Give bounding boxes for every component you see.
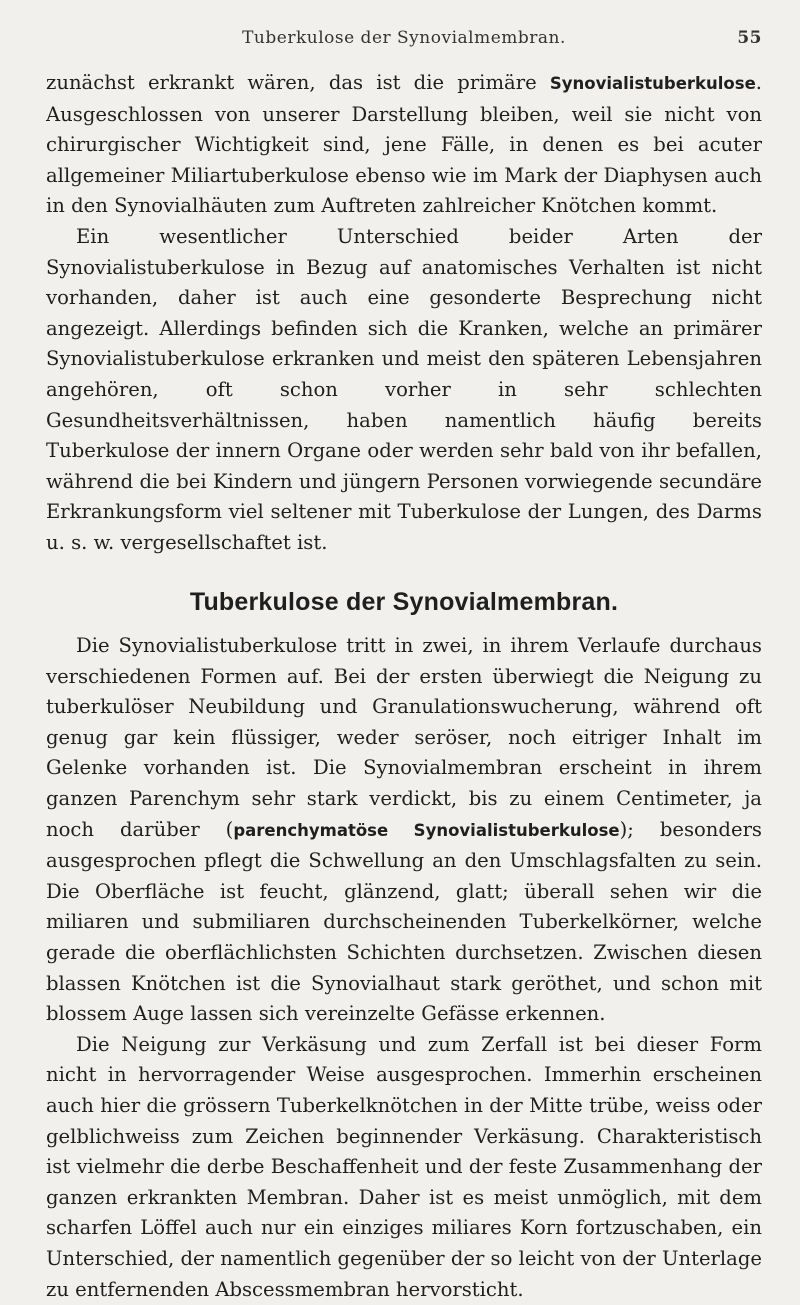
paragraph-3: [46, 631, 762, 1030]
term-parenchymatous-synovialis-tuberculosis: parenchymatöse Synovialistuberkulose: [233, 820, 620, 840]
paragraph-2: Ein wesentlicher Unterschied beider Arten der Synovialistuberkulose in Bezug auf anatomisches Verhalten ist nicht vorhanden, daher ist auch eine gesonderte Besprechung nicht angezeigt. Allerdings befinden sich die Kranken, welche an primärer Synovialistuberkulose erkranken und meist den späteren Lebensjahren angehören, oft schon vorher in sehr schlechten Gesundheitsverhältnissen, haben namentlich häufig bereits Tuberkulose der innern Organe oder werden sehr bald von ihr befallen, während die bei Kindern und jüngern Personen vorwiegende secundäre Erkrankungsform viel seltener mit Tuberkulose der Lungen, des Darms u. s. w. vergesellschaftet ist.: [46, 224, 762, 554]
page-body: [46, 68, 762, 1305]
page-number: 55: [737, 28, 762, 48]
book-page: [46, 28, 762, 1305]
section-heading: Tuberkulose der Synovialmembran.: [189, 587, 619, 616]
term-primary-synovialis-tuberculosis: Synovialistuberkulose: [549, 74, 756, 93]
paragraph-4: Die Neigung zur Verkäsung und zum Zerfall ist bei dieser Form nicht in hervorragender Weise ausgesprochen. Immerhin erscheinen auch hier die grössern Tuberkelknötchen in der Mitte trübe, weiss oder gelblichweiss zum Zeichen beginnender Verkäsung. Charakteristisch ist vielmehr die derbe Beschaffenheit und der feste Zusammenhang der ganzen erkrankten Membran. Daher ist es meist unmöglich, mit dem scharfen Löffel auch nur ein einziges miliares Korn fortzuschaben, ein Unterschied, der namentlich gegenüber der so leicht von der Unterlage zu entfernenden Abscessmembran hervorsticht.: [46, 1032, 762, 1301]
paragraph-3-text-c: ); besonders ausgesprochen pflegt die Schwellung an den Umschlagsfalten zu sein. Die Oberfläche ist feucht, glänzend, glatt; überall sehen wir die miliaren und submiliaren durchscheinenden Tuberkelkörner, welche gerade die oberflächlichsten Schichten durchsetzen. Zwischen diesen blassen Knötchen ist die Synovialhaut stark geröthet, und schon mit blossem Auge lassen sich vereinzelte Gefässe erkennen.: [46, 817, 762, 1026]
paragraph-1-text-c: . Ausgeschlossen von unserer Darstellung bleiben, weil sie nicht von chirurgischer Wichtigkeit sind, jene Fälle, in denen es bei acuter allgemeiner Miliartuberkulose ebenso wie im Mark der Diaphysen auch in den Synovialhäuten zum Auftreten zahlreicher Knötchen kommt.: [46, 71, 762, 218]
paragraph-1-text-a: zunächst erkrankt wären, das ist die primäre: [46, 71, 550, 94]
running-header: [46, 28, 762, 58]
running-title: Tuberkulose der Synovialmembran.: [242, 28, 566, 48]
paragraph-1: [46, 68, 762, 222]
paragraph-3-text-a: Die Synovialistuberkulose tritt in zwei, in ihrem Verlaufe durchaus verschiedenen Formen auf. Bei der ersten überwiegt die Neigung zu tuberkulöser Neubildung und Granulationswucherung, während oft genug gar kein flüssiger, weder seröser, noch eitriger Inhalt im Gelenke vorhanden ist. Die Synovialmembran erscheint in ihrem ganzen Parenchym sehr stark verdickt, bis zu einem Centimeter, ja noch darüber (: [46, 634, 762, 841]
